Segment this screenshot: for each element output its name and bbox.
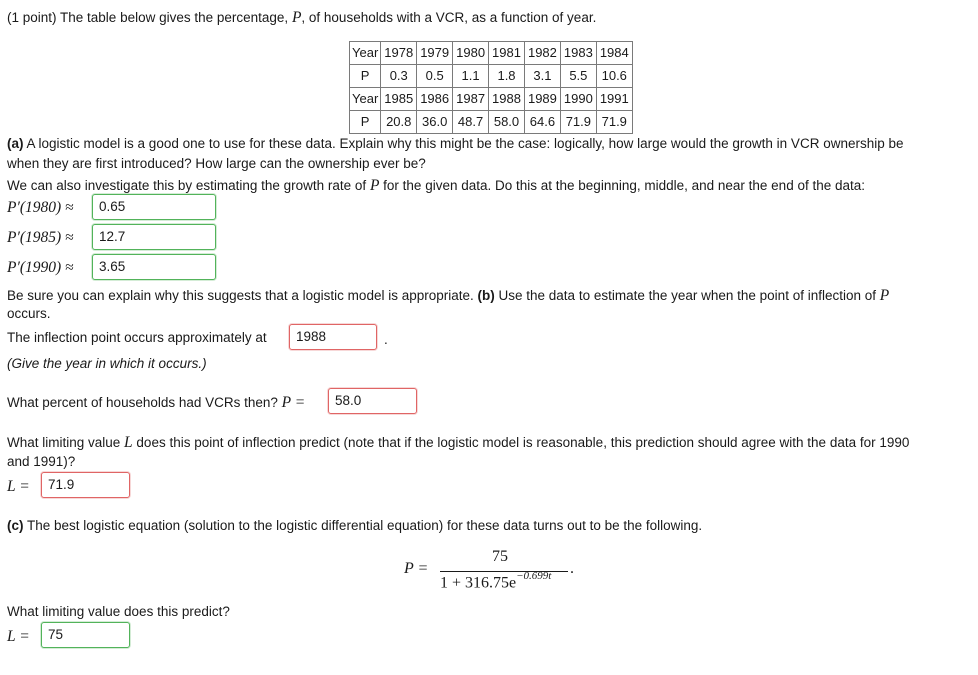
denominator-exponent: −0.699t <box>516 570 552 582</box>
table-row <box>350 88 633 111</box>
part-a-text3-pre: We can also investigate this by estimating the growth rate of <box>7 178 370 193</box>
table-cell: 48.7 <box>453 111 489 134</box>
equation-lhs: P = <box>404 560 429 577</box>
limit-question-pre: What limiting value <box>7 435 125 450</box>
table-row <box>350 111 633 134</box>
derivative-1980-input[interactable]: 0.65 <box>92 194 216 220</box>
table-cell: 1986 <box>417 88 453 111</box>
table-cell: 1.1 <box>453 65 489 88</box>
part-b-explain-line2: occurs. <box>7 306 51 321</box>
table-cell: 1.8 <box>489 65 525 88</box>
table-cell: 64.6 <box>524 111 560 134</box>
part-a-sentence: A logistic model is a good one to use for these data. Explain why this might be the case: logically, how large would the growth in VCR ownership be <box>23 136 904 151</box>
table-cell: 1987 <box>453 88 489 111</box>
table-cell: 71.9 <box>560 111 596 134</box>
percent-question <box>7 394 305 412</box>
table-cell: P <box>350 111 381 134</box>
limit-c-input[interactable]: 75 <box>41 622 130 648</box>
limit-variable: L <box>124 434 133 451</box>
limit-question-post: does this point of inflection predict (note that if the logistic model is reasonable, this prediction should agree with the data for 1990 <box>132 435 910 450</box>
equation-period: . <box>570 560 574 577</box>
table-cell: 1981 <box>489 42 525 65</box>
part-a-variable: P <box>369 177 380 194</box>
derivative-1985-label: P′(1985) ≈ <box>7 229 74 246</box>
table-cell: 0.3 <box>381 65 417 88</box>
table-cell: 1989 <box>524 88 560 111</box>
table-cell: P <box>350 65 381 88</box>
table-cell: 1979 <box>417 42 453 65</box>
part-c-tag: (c) <box>7 518 24 533</box>
part-a-text-3 <box>7 177 865 195</box>
vcr-data-table <box>349 41 633 134</box>
table-cell: Year <box>350 42 381 65</box>
limit-b-input[interactable]: 71.9 <box>41 472 130 498</box>
problem-intro <box>7 9 596 27</box>
part-a-text-2: when they are first introduced? How large can the ownership ever be? <box>7 156 426 171</box>
inflection-period: . <box>384 332 388 347</box>
table-cell: 20.8 <box>381 111 417 134</box>
part-b-explain <box>7 287 889 305</box>
derivative-1990-label: P′(1990) ≈ <box>7 259 74 276</box>
table-cell: 1988 <box>489 88 525 111</box>
equation-numerator: 75 <box>492 548 508 565</box>
derivative-1980-label: P′(1980) ≈ <box>7 199 74 216</box>
limit-b-label: L = <box>7 478 30 495</box>
percent-input[interactable]: 58.0 <box>328 388 417 414</box>
table-row <box>350 65 633 88</box>
table-cell: 3.1 <box>524 65 560 88</box>
intro-variable: P <box>291 9 302 26</box>
intro-rest: , of households with a VCR, as a function of year. <box>301 10 597 25</box>
table-cell: 1984 <box>596 42 632 65</box>
percent-equals: P = <box>281 394 306 411</box>
part-b-explain-post: Use the data to estimate the year when the point of inflection of <box>494 288 880 303</box>
table-cell: Year <box>350 88 381 111</box>
denominator-base: 1 + 316.75e <box>440 574 517 592</box>
part-a-text-1 <box>7 136 904 151</box>
intro-text: (1 point) The table below gives the percentage, <box>7 10 292 25</box>
equation-denominator <box>440 572 551 592</box>
table-cell: 0.5 <box>417 65 453 88</box>
part-a-tag: (a) <box>7 136 24 151</box>
table-cell: 58.0 <box>489 111 525 134</box>
table-cell: 36.0 <box>417 111 453 134</box>
part-c-text <box>7 518 702 533</box>
part-b-variable: P <box>879 287 890 304</box>
table-cell: 10.6 <box>596 65 632 88</box>
part-a-text3-post: for the given data. Do this at the beginning, middle, and near the end of the data: <box>379 178 866 193</box>
derivative-1990-input[interactable]: 3.65 <box>92 254 216 280</box>
table-cell: 1982 <box>524 42 560 65</box>
table-row <box>350 42 633 65</box>
part-c-sentence: The best logistic equation (solution to the logistic differential equation) for these data turns out to be the following. <box>23 518 703 533</box>
derivative-1985-input[interactable]: 12.7 <box>92 224 216 250</box>
table-cell: 1978 <box>381 42 417 65</box>
table-cell: 5.5 <box>560 65 596 88</box>
part-c-question: What limiting value does this predict? <box>7 604 230 619</box>
table-cell: 1980 <box>453 42 489 65</box>
percent-question-text: What percent of households had VCRs then? <box>7 395 282 410</box>
limit-question <box>7 434 909 452</box>
limit-question-line2: and 1991)? <box>7 454 76 469</box>
table-cell: 1991 <box>596 88 632 111</box>
part-b-tag: (b) <box>477 288 495 303</box>
table-cell: 71.9 <box>596 111 632 134</box>
table-cell: 1983 <box>560 42 596 65</box>
part-b-explain-pre: Be sure you can explain why this suggests that a logistic model is appropriate. <box>7 288 478 303</box>
table-cell: 1985 <box>381 88 417 111</box>
table-cell: 1990 <box>560 88 596 111</box>
limit-c-label: L = <box>7 628 30 645</box>
inflection-label: The inflection point occurs approximately at <box>7 330 267 345</box>
inflection-hint: (Give the year in which it occurs.) <box>7 356 207 371</box>
inflection-year-input[interactable]: 1988 <box>289 324 377 350</box>
